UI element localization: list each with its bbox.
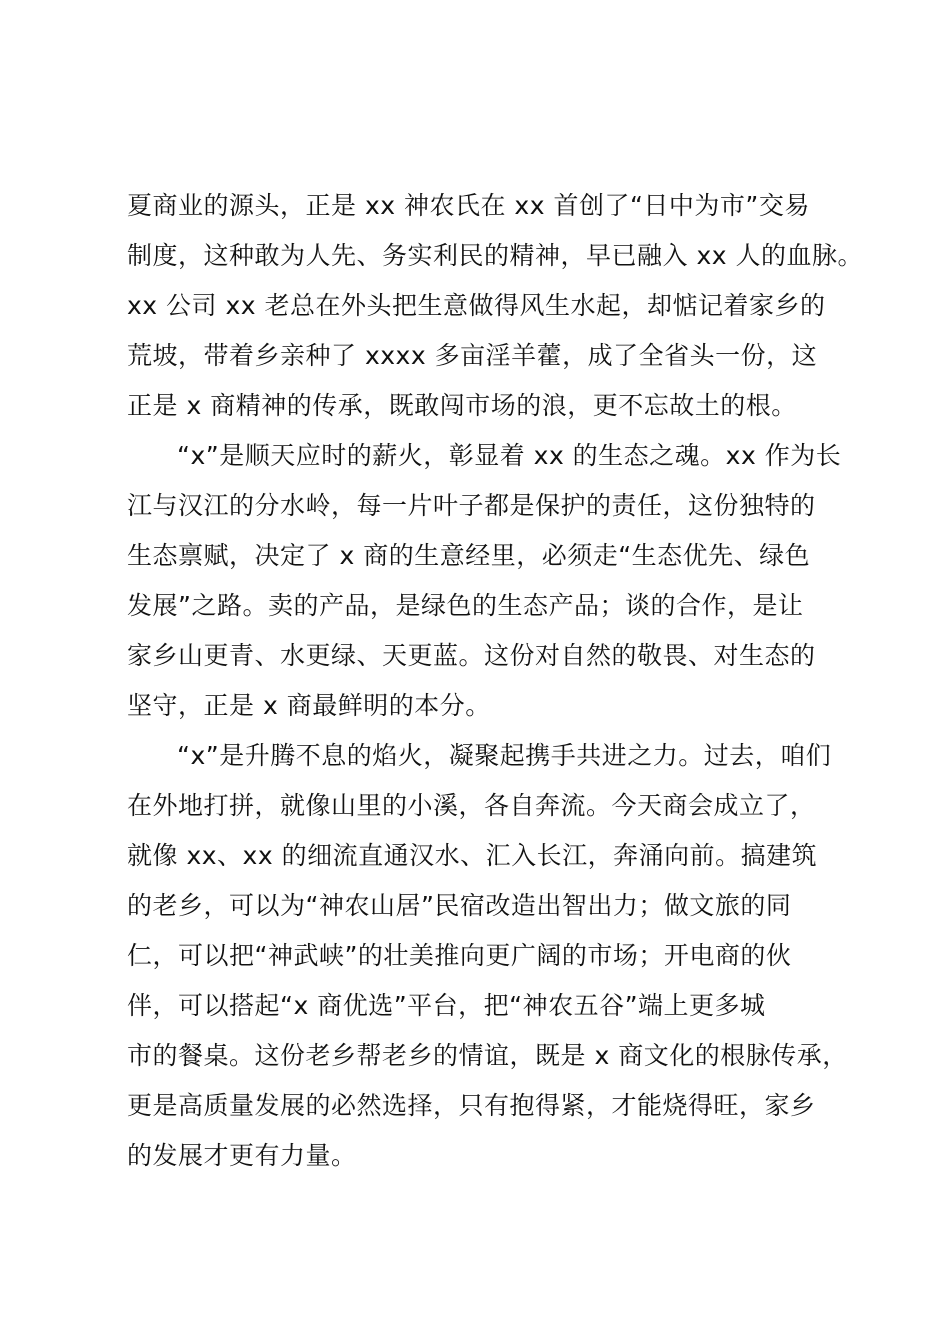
text-line: 在外地打拼，就像山里的小溪，各自奔流。今天商会成立了， — [127, 791, 816, 820]
text-line: 正是 x 商精神的传承，既敢闯市场的浪，更不忘故土的根。 — [127, 391, 797, 420]
text-line: 就像 xx、xx 的细流直通汉水、汇入长江，奔涌向前。搞建筑 — [127, 841, 818, 870]
text-line: “x”是升腾不息的焰火，凝聚起携手共进之力。过去，咱们 — [177, 741, 832, 770]
text-line: 仁，可以把“神武峡”的壮美推向更广阔的市场；开电商的伙 — [127, 941, 792, 970]
text-line: 伴，可以搭起“x 商优选”平台，把“神农五谷”端上更多城 — [127, 991, 766, 1020]
body-text — [127, 181, 867, 1181]
text-line: 夏商业的源头，正是 xx 神农氏在 xx 首创了“日中为市”交易 — [127, 191, 810, 220]
text-line: 市的餐桌。这份老乡帮老乡的情谊，既是 x 商文化的根脉传承， — [127, 1041, 848, 1070]
text-line: xx 公司 xx 老总在外头把生意做得风生水起，却惦记着家乡的 — [127, 291, 826, 320]
text-line: 的老乡，可以为“神农山居”民宿改造出智出力；做文旅的同 — [127, 891, 792, 920]
text-line: 江与汉江的分水岭，每一片叶子都是保护的责任，这份独特的 — [127, 491, 816, 520]
text-line: 家乡山更青、水更绿、天更蓝。这份对自然的敬畏、对生态的 — [127, 641, 816, 670]
text-line: 制度，这种敢为人先、务实利民的精神，早已融入 xx 人的血脉。 — [127, 241, 863, 270]
text-line: 的发展才更有力量。 — [127, 1141, 357, 1170]
text-line: 更是高质量发展的必然选择，只有抱得紧，才能烧得旺，家乡 — [127, 1091, 816, 1120]
text-line: 发展”之路。卖的产品，是绿色的生态产品；谈的合作，是让 — [127, 591, 804, 620]
text-line: “x”是顺天应时的薪火，彰显着 xx 的生态之魂。xx 作为长 — [177, 441, 842, 470]
paragraph-1 — [127, 181, 867, 431]
paragraph-2 — [127, 431, 867, 731]
text-line: 坚守，正是 x 商最鲜明的本分。 — [127, 691, 491, 720]
paragraph-3 — [127, 731, 867, 1181]
text-line: 生态禀赋，决定了 x 商的生意经里，必须走“生态优先、绿色 — [127, 541, 811, 570]
text-line: 荒坡，带着乡亲种了 xxxx 多亩淫羊藿，成了全省头一份，这 — [127, 341, 818, 370]
